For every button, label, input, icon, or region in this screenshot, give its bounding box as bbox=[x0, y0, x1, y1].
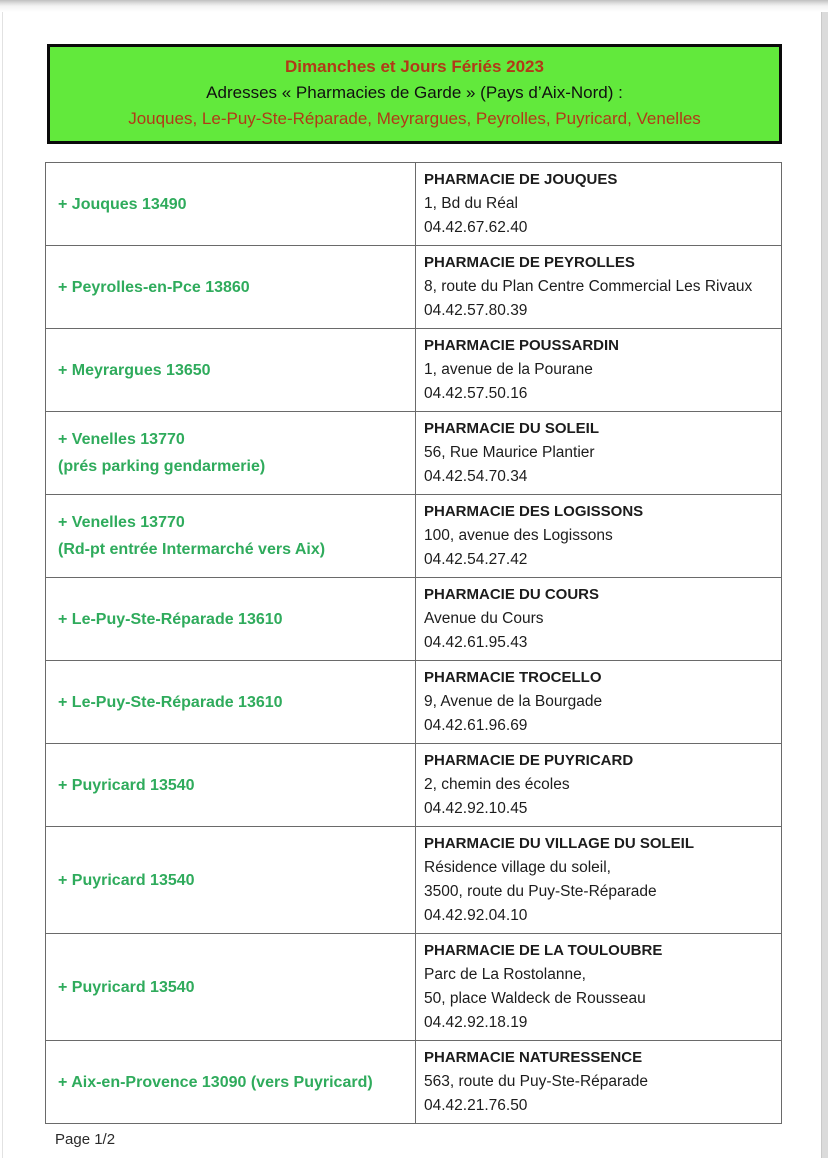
pharmacy-cell bbox=[416, 495, 782, 578]
pharmacy-cell bbox=[416, 163, 782, 246]
pharmacy-address-line: Résidence village du soleil, bbox=[424, 859, 611, 876]
pharmacy-phone: 04.42.92.18.19 bbox=[424, 1014, 528, 1031]
pharmacy-name: PHARMACIE DE PEYROLLES bbox=[424, 254, 635, 271]
pharmacy-address-line: 50, place Waldeck de Rousseau bbox=[424, 990, 646, 1007]
table-row bbox=[46, 495, 782, 578]
table-row bbox=[46, 412, 782, 495]
pharmacy-address-line: 2, chemin des écoles bbox=[424, 776, 570, 793]
pharmacy-table-body bbox=[46, 163, 782, 1124]
location-line: + Puyricard 13540 bbox=[58, 871, 195, 889]
pharmacy-phone: 04.42.61.95.43 bbox=[424, 634, 528, 651]
pharmacy-address-line: 56, Rue Maurice Plantier bbox=[424, 444, 595, 461]
pharmacy-name: PHARMACIE NATURESSENCE bbox=[424, 1049, 643, 1066]
pharmacy-address-line: 1, Bd du Réal bbox=[424, 195, 518, 212]
location-cell bbox=[46, 934, 416, 1041]
pharmacy-name: PHARMACIE DU VILLAGE DU SOLEIL bbox=[424, 835, 695, 852]
pharmacy-phone: 04.42.54.27.42 bbox=[424, 551, 528, 568]
location-line: + Jouques 13490 bbox=[58, 195, 187, 213]
pharmacy-phone: 04.42.57.80.39 bbox=[424, 302, 528, 319]
pharmacy-address-line: 8, route du Plan Centre Commercial Les Rivaux bbox=[424, 278, 753, 295]
pharmacy-phone: 04.42.67.62.40 bbox=[424, 219, 528, 236]
pharmacy-phone: 04.42.57.50.16 bbox=[424, 385, 528, 402]
location-cell bbox=[46, 744, 416, 827]
pharmacy-address-line: 100, avenue des Logissons bbox=[424, 527, 613, 544]
table-row bbox=[46, 578, 782, 661]
pharmacy-address-line: 1, avenue de la Pourane bbox=[424, 361, 593, 378]
pharmacy-table bbox=[45, 162, 782, 1124]
location-line: + Le-Puy-Ste-Réparade 13610 bbox=[58, 610, 283, 628]
location-cell bbox=[46, 412, 416, 495]
pharmacy-cell bbox=[416, 661, 782, 744]
pharmacy-cell bbox=[416, 329, 782, 412]
table-row bbox=[46, 329, 782, 412]
table-row bbox=[46, 661, 782, 744]
location-line: + Meyrargues 13650 bbox=[58, 361, 211, 379]
location-line: (prés parking gendarmerie) bbox=[58, 458, 266, 475]
pharmacy-address-line: Parc de La Rostolanne, bbox=[424, 966, 586, 983]
page-number: Page 1/2 bbox=[55, 1131, 116, 1148]
location-line: (Rd-pt entrée Intermarché vers Aix) bbox=[58, 541, 326, 558]
location-cell bbox=[46, 1041, 416, 1124]
pharmacy-name: PHARMACIE DE PUYRICARD bbox=[424, 752, 634, 769]
pharmacy-cell bbox=[416, 1041, 782, 1124]
pharmacy-phone: 04.42.54.70.34 bbox=[424, 468, 528, 485]
pharmacy-cell bbox=[416, 934, 782, 1041]
pharmacy-name: PHARMACIE DE LA TOULOUBRE bbox=[424, 942, 663, 959]
banner-subtitle: Adresses « Pharmacies de Garde » (Pays d’Aix-Nord) : bbox=[206, 83, 623, 102]
pharmacy-address-line: Avenue du Cours bbox=[424, 610, 544, 627]
banner-title: Dimanches et Jours Fériés 2023 bbox=[285, 57, 544, 76]
table-row bbox=[46, 246, 782, 329]
pharmacy-name: PHARMACIE POUSSARDIN bbox=[424, 337, 620, 354]
pharmacy-cell bbox=[416, 246, 782, 329]
table-row bbox=[46, 163, 782, 246]
pharmacy-cell bbox=[416, 744, 782, 827]
header-banner bbox=[47, 44, 782, 144]
pharmacy-phone: 04.42.21.76.50 bbox=[424, 1097, 528, 1114]
location-line: + Venelles 13770 bbox=[58, 514, 185, 531]
page-top-edge bbox=[0, 0, 828, 12]
table-row bbox=[46, 744, 782, 827]
location-cell bbox=[46, 163, 416, 246]
pharmacy-name: PHARMACIE DU COURS bbox=[424, 586, 600, 603]
location-line: + Venelles 13770 bbox=[58, 431, 185, 448]
location-line: + Le-Puy-Ste-Réparade 13610 bbox=[58, 693, 283, 711]
location-cell bbox=[46, 578, 416, 661]
location-cell bbox=[46, 661, 416, 744]
pharmacy-cell bbox=[416, 827, 782, 934]
pharmacy-phone: 04.42.61.96.69 bbox=[424, 717, 528, 734]
location-cell bbox=[46, 495, 416, 578]
pharmacy-name: PHARMACIE DE JOUQUES bbox=[424, 171, 618, 188]
page-right-edge bbox=[821, 0, 828, 1158]
page-left-edge bbox=[2, 0, 3, 1158]
pharmacy-address-line: 3500, route du Puy-Ste-Réparade bbox=[424, 883, 657, 900]
pharmacy-address-line: 563, route du Puy-Ste-Réparade bbox=[424, 1073, 649, 1090]
pharmacy-phone: 04.42.92.04.10 bbox=[424, 907, 528, 924]
banner-towns-list: Jouques, Le-Puy-Ste-Réparade, Meyrargues, Peyrolles, Puyricard, Venelles bbox=[128, 109, 701, 128]
pharmacy-name: PHARMACIE DES LOGISSONS bbox=[424, 503, 644, 520]
table-row bbox=[46, 934, 782, 1041]
pharmacy-name: PHARMACIE DU SOLEIL bbox=[424, 420, 600, 437]
location-line: + Puyricard 13540 bbox=[58, 776, 195, 794]
table-row bbox=[46, 827, 782, 934]
pharmacy-name: PHARMACIE TROCELLO bbox=[424, 669, 602, 686]
location-line: + Peyrolles-en-Pce 13860 bbox=[58, 278, 250, 296]
location-cell bbox=[46, 246, 416, 329]
pharmacy-address-line: 9, Avenue de la Bourgade bbox=[424, 693, 603, 710]
location-cell bbox=[46, 827, 416, 934]
table-row bbox=[46, 1041, 782, 1124]
location-cell bbox=[46, 329, 416, 412]
pharmacy-cell bbox=[416, 412, 782, 495]
pharmacy-cell bbox=[416, 578, 782, 661]
location-line: + Puyricard 13540 bbox=[58, 978, 195, 996]
pharmacy-phone: 04.42.92.10.45 bbox=[424, 800, 528, 817]
location-line: + Aix-en-Provence 13090 (vers Puyricard) bbox=[58, 1073, 373, 1091]
